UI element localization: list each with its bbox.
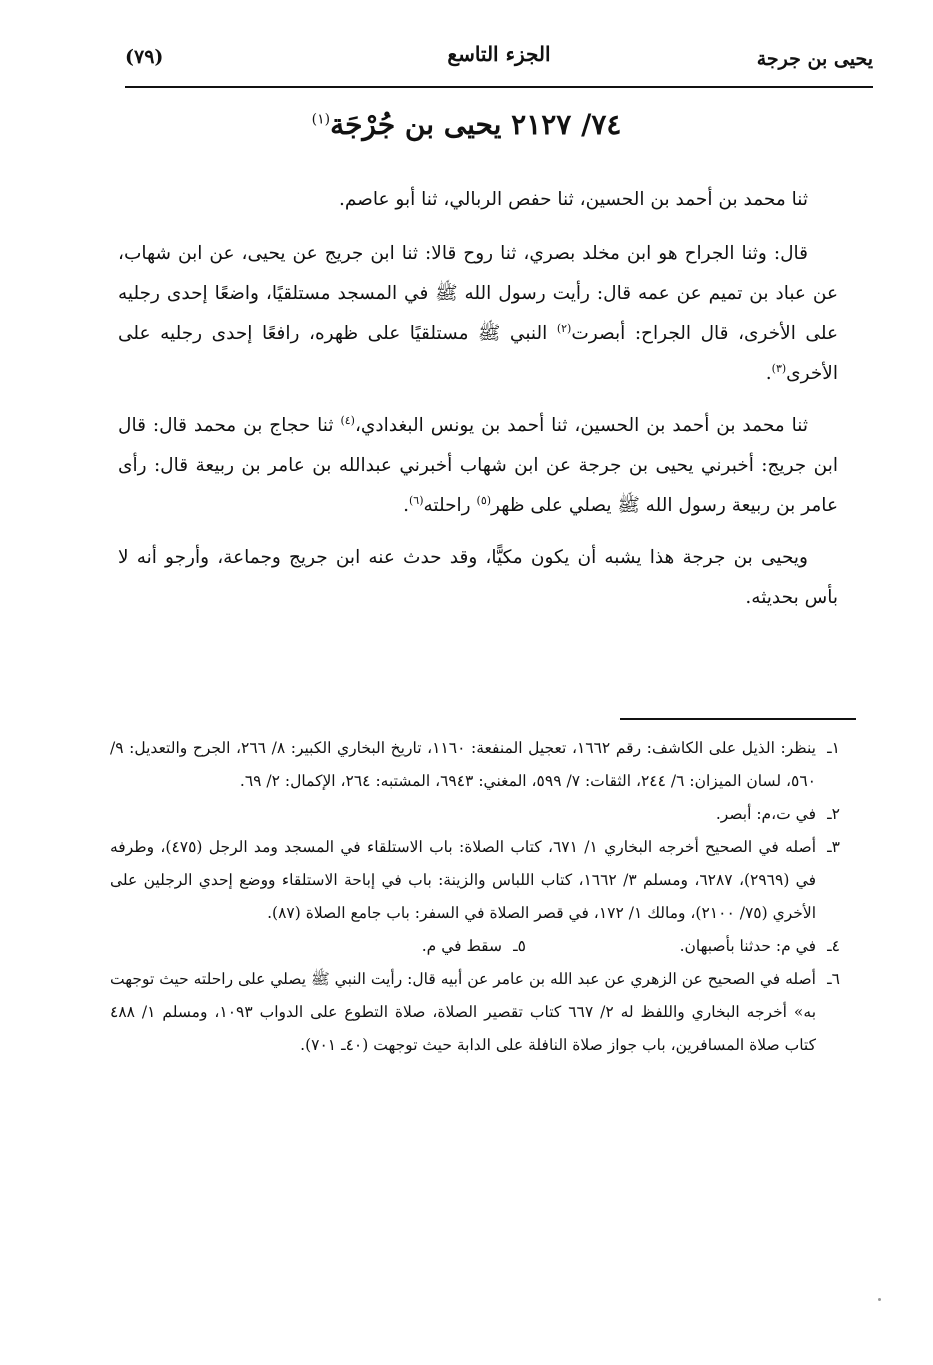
note-mark-2: (٢) bbox=[556, 321, 572, 335]
footnote-3 bbox=[110, 831, 840, 930]
note-mark-6: (٦) bbox=[408, 493, 424, 507]
header-volume-title: الجزء التاسع bbox=[447, 42, 551, 66]
paragraph-2-cont: النبي ﷺ مستلقيًا على ظهره، رافعًا إحدى رجليه على الأخرى bbox=[118, 323, 838, 384]
footnote-2 bbox=[110, 798, 840, 831]
paragraph-1-text: ثنا محمد بن أحمد بن الحسين، ثنا حفص الربالي، ثنا أبو عاصم. bbox=[338, 189, 808, 210]
footnote-number: ١ـ bbox=[827, 739, 840, 757]
footnote-4 bbox=[526, 930, 840, 963]
paragraph-2-text: قال: وثنا الجراح هو ابن مخلد بصري، ثنا روح قالا: ثنا ابن جريج عن يحيى، عن ابن شهاب، عن عباد بن تميم عن عمه قال: رأيت رسول الله ﷺ في المسجد مستلقيًا، واضعًا إحدى رجليه على الأخرى، قال الجراح: أبصرت bbox=[118, 243, 838, 344]
paragraph-4 bbox=[118, 538, 838, 618]
note-mark-3: (٣) bbox=[771, 361, 787, 375]
paragraph-3-text: ثنا محمد بن أحمد بن الحسين، ثنا أحمد بن يونس البغدادي، bbox=[354, 415, 808, 436]
note-mark-5: (٥) bbox=[476, 493, 492, 507]
paragraph-3-cont-b: راحلته bbox=[423, 495, 477, 516]
page-number: (٧٩) bbox=[125, 46, 164, 68]
paragraph-3-end: . bbox=[403, 495, 409, 516]
paragraph-4-text: ويحيى بن جرجة هذا يشبه أن يكون مكيًّا، وقد حدث عنه ابن جريج وجماعة، وأرجو أنه لا بأس بحديثه. bbox=[118, 547, 838, 608]
paragraph-3 bbox=[118, 406, 838, 526]
paragraph-3-cont: ثنا حجاج بن محمد قال: قال ابن جريج: أخبرني يحيى بن جرجة عن ابن شهاب أخبرني عبدالله بن عامر بن ربيعة قال: رأى عامر بن ربيعة رسول الله ﷺ يصلي على ظهر bbox=[118, 415, 838, 516]
footnote-number: ٤ـ bbox=[827, 937, 840, 955]
paragraph-1 bbox=[118, 180, 838, 220]
footnote-6 bbox=[110, 963, 840, 1062]
paragraph-2-end: . bbox=[765, 363, 772, 384]
footnote-text: سقط في م. bbox=[421, 937, 502, 955]
note-mark-4: (٤) bbox=[340, 413, 355, 427]
footnote-rule bbox=[620, 718, 856, 720]
footnote-number: ٣ـ bbox=[827, 838, 840, 856]
footnote-text: أصله في الصحيح أخرجه البخاري ١/ ٦٧١، كتاب الصلاة: باب الاستلقاء في المسجد ومد الرجل (٤٧٥)، وطرفه في (٢٩٦٩)، ٦٢٨٧، ومسلم ٣/ ١٦٦٢، كتاب اللباس والزينة: باب في إباحة الاستلقاء ووضع إحدي الرجلين على الأخري (٧٥/ ٢١٠٠)، ومالك ١/ ١٧٢، في قصر الصلاة في السفر: باب جامع الصلاة (٨٧). bbox=[110, 838, 817, 922]
footnote-1 bbox=[110, 732, 840, 798]
footnote-text: في م: حدثنا بأصبهان. bbox=[679, 937, 816, 955]
entry-title bbox=[100, 108, 833, 141]
header-entry-name: يحيى بن جرجة bbox=[756, 48, 873, 70]
footnote-text: أصله في الصحيح عن الزهري عن عبد الله بن عامر عن أبيه قال: رأيت النبي ﷺ يصلي على راحلته حيث توجهت به» أخرجه البخاري واللفظ له ٢/ ٦٦٧ كتاب تقصير الصلاة، صلاة التطوع على الدواب ١٠٩٣، ومسلم ١/ ٤٨٨ كتاب صلاة المسافرين، باب جواز صلاة النافلة على الدابة حيث توجهت (٤٠ـ ٧٠١). bbox=[110, 970, 817, 1054]
footnotes bbox=[110, 732, 840, 1062]
footnote-row-4-5 bbox=[110, 930, 840, 963]
main-text bbox=[118, 180, 838, 630]
paragraph-2 bbox=[118, 234, 838, 394]
footnote-text: في ت،م: أبصر. bbox=[715, 805, 816, 823]
footnote-5 bbox=[212, 930, 526, 963]
footnote-number: ٦ـ bbox=[827, 970, 840, 988]
footnote-text: ينظر: الذيل على الكاشف: رقم ١٦٦٢، تعجيل المنفعة: ١١٦٠، تاريخ البخاري الكبير: ٨/ ٢٦٦، الجرح والتعديل: ٩/ ٥٦٠، لسان الميزان: ٦/ ٢٤٤، الثقات: ٧/ ٥٩٩، المغني: ٦٩٤٣، المشتبه: ٢٦٤، الإكمال: ٢/ ٦٩. bbox=[110, 739, 816, 790]
entry-title-note: (١) bbox=[311, 111, 331, 128]
footnote-number: ٢ـ bbox=[827, 805, 840, 823]
header-rule bbox=[125, 86, 873, 88]
entry-title-text: ٧٤/ ٢١٢٧ يحيى بن جُرْجَة bbox=[330, 108, 622, 141]
footnote-number: ٥ـ bbox=[513, 937, 526, 955]
running-header bbox=[125, 40, 873, 82]
scan-speck bbox=[878, 1298, 881, 1301]
